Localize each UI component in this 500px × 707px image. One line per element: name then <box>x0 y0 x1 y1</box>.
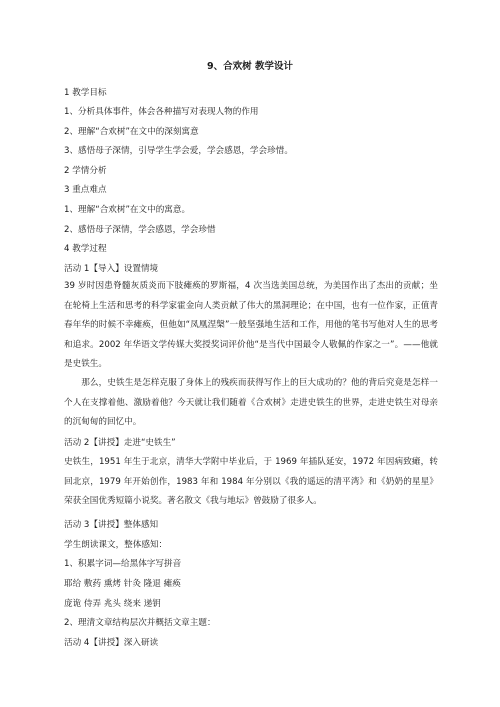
reading-instruction: 学生朗读课文，整体感知： <box>64 540 168 550</box>
activity-3-heading: 活动 3【讲授】整体感知 <box>64 520 159 530</box>
goal-item-1: 1、分析具体事件，体会各种描写对表现人物的作用 <box>64 107 259 117</box>
goal-item-3: 3、感悟母子深情，引导学生学会爱，学会感恩，学会珍惜。 <box>64 146 293 156</box>
question-paragraph: 那么，史铁生是怎样克服了身体上的残疾而获得写作上的巨大成功的？他的背后究竟是怎样一个人在支撑着他、激励着他？今天就让我们随着《合欢树》走进史铁生的世界，走进史铁生对母亲的沉甸甸的回忆中。 <box>64 378 438 427</box>
vocab-words-row-2: 庞诡 侍弄 兆头 绕来 递钥 <box>64 599 161 609</box>
activity-2-heading: 活动 2【讲授】走进“史铁生” <box>64 438 176 448</box>
activity-1-heading: 活动 1【导入】设置情境 <box>64 264 159 274</box>
heading-learning-analysis: 2 学情分析 <box>64 166 107 176</box>
heading-key-points: 3 重点难点 <box>64 185 107 195</box>
structure-task: 2、理清文章结构层次并概括文章主题： <box>64 618 216 628</box>
vocab-task: 1、积累字词—给黑体字写拼音 <box>64 559 182 569</box>
intro-paragraph: 39 岁时因患脊髓灰质炎而下肢瘫痪的罗斯福，4 次当选美国总统，为美国作出了杰出的贡献；坐在轮椅上生活和思考的科学家霍金向人类贡献了伟大的黑洞理论；在中国，也有一位作家，正值青春年华的时候不幸瘫痪，但他如“凤凰涅槃”一般坚强地生活和工作，用他的笔书写他对人生的思考和追求。2002 年华语文学传媒大奖授奖词评价他“是当代中国最令人敬佩的作家之一”。——他就是史铁生。 <box>64 281 438 369</box>
goal-item-2: 2、理解“合欢树”在文中的深刻寓意 <box>64 127 199 137</box>
key-point-1: 1、理解“合欢树”在文中的寓意。 <box>64 205 191 215</box>
author-bio-paragraph: 史铁生，1951 年生于北京，清华大学附中毕业后，于 1969 年插队延安，1972 年因病致瘫，转回北京，1979 年开始创作，1983 年和 1984 年分别以《我的遥远的清平湾》和《奶奶的星星》荣获全国优秀短篇小说奖。著名散文《我与地坛》曾鼓励了很多人。 <box>64 457 438 506</box>
vocab-words-row-1: 耶给 敷药 熏烤 针灸 隆退 瘫痪 <box>64 579 181 589</box>
activity-4-heading: 活动 4【讲授】深入研读 <box>64 638 159 648</box>
page-title: 9、合欢树 教学设计 <box>207 61 293 72</box>
heading-teaching-goals: 1 教学目标 <box>64 88 107 98</box>
key-point-2: 2、感悟母子深情，学会感恩，学会珍惜 <box>64 225 216 235</box>
heading-teaching-process: 4 教学过程 <box>64 244 107 254</box>
